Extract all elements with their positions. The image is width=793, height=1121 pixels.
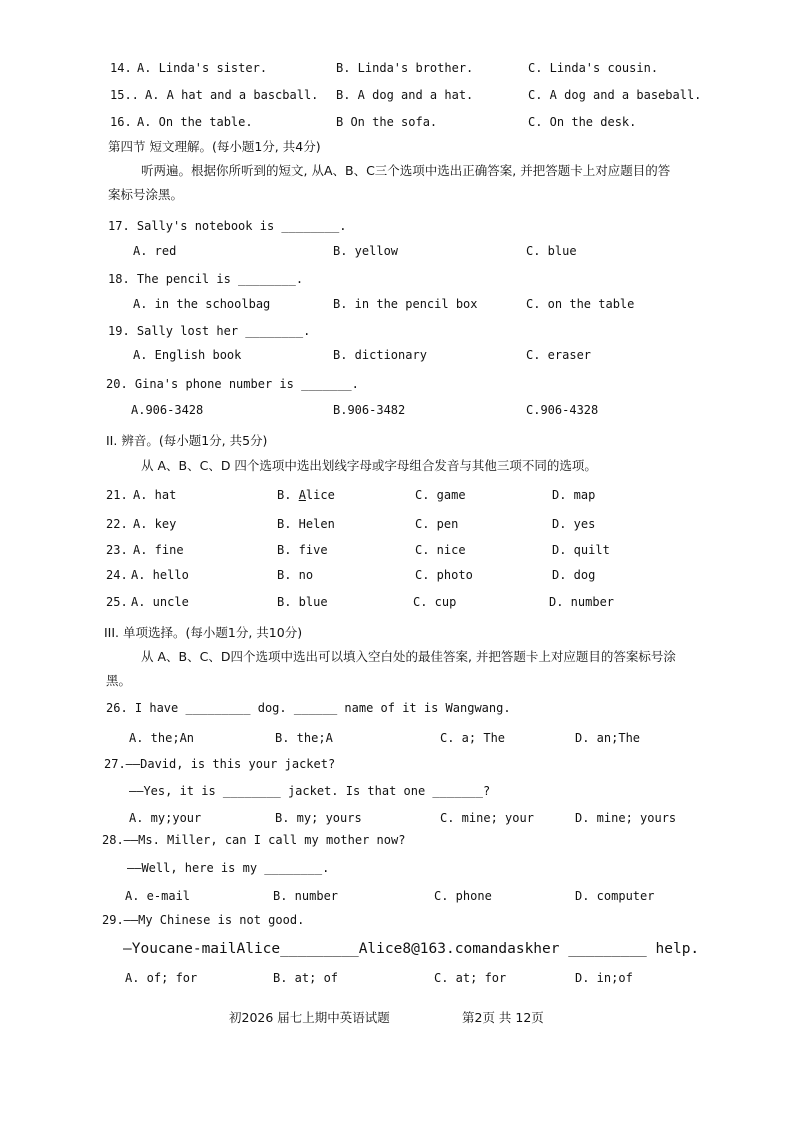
section-4-title: 第四节 短文理解。(每小题1分, 共4分)	[108, 139, 321, 154]
section-3-title: III. 单项选择。(每小题1分, 共10分)	[104, 625, 303, 640]
q14-option-a: A. Linda's sister.	[137, 61, 268, 75]
q16-option-c: C. On the desk.	[528, 115, 637, 129]
section-2-instructions: 从 A、B、C、D 四个选项中选出划线字母或字母组合发音与其他三项不同的选项。	[141, 458, 597, 473]
q15-option-c: C. A dog and a baseball.	[528, 88, 702, 102]
q16-option-a: A. On the table.	[137, 115, 253, 129]
q26-option-c: C. a; The	[440, 731, 506, 745]
q22-option-d: D. yes	[552, 517, 596, 531]
q27-option-b: B. my; yours	[275, 811, 362, 825]
q29-option-b: B. at; of	[273, 971, 339, 985]
q26-stem: 26. I have _________ dog. ______ name of it is Wangwang.	[106, 701, 511, 715]
q28-option-d: D. computer	[575, 889, 655, 903]
section-3-instructions-cont: 黑。	[106, 673, 132, 688]
q23-option-b: B. five	[277, 543, 328, 557]
section-4-instructions: 听两遍。根据你所听到的短文, 从A、B、C三个选项中选出正确答案, 并把答题卡上对应题目的答	[141, 163, 671, 178]
q26-option-a: A. the;An	[129, 731, 195, 745]
q27-line-2: ——Yes, it is ________ jacket. Is that one _______?	[129, 784, 491, 798]
q15-option-a: A. A hat and a bascball.	[145, 88, 319, 102]
q23-option-a: A. fine	[133, 543, 184, 557]
q17-option-c: C. blue	[526, 244, 577, 258]
q17-stem: 17. Sally's notebook is ________.	[108, 219, 347, 233]
q29-option-d: D. in;of	[575, 971, 633, 985]
q27-option-a: A. my;your	[129, 811, 202, 825]
q17-option-b: B. yellow	[333, 244, 399, 258]
q19-stem: 19. Sally lost her ________.	[108, 324, 311, 338]
q21-underlined-letter: A	[298, 488, 306, 502]
q23-option-d: D. quilt	[552, 543, 610, 557]
q28-line-2: ——Well, here is my ________.	[127, 861, 330, 875]
q22-option-c: C. pen	[415, 517, 459, 531]
q24-option-d: D. dog	[552, 568, 596, 582]
q22-option-a: A. key	[133, 517, 177, 531]
q21-option-d: D. map	[552, 488, 596, 502]
q20-stem: 20. Gina's phone number is _______.	[106, 377, 359, 391]
q23-option-c: C. nice	[415, 543, 466, 557]
q21-option-b: B. Alice	[277, 488, 335, 502]
q26-option-b: B. the;A	[275, 731, 333, 745]
section-3-instructions: 从 A、B、C、D四个选项中选出可以填入空白处的最佳答案, 并把答题卡上对应题目的答案标号涂	[141, 649, 676, 664]
q21-option-a: A. hat	[133, 488, 177, 502]
q27-option-d: D. mine; yours	[575, 811, 677, 825]
q16-number: 16.	[110, 115, 132, 129]
q19-option-a: A. English book	[133, 348, 242, 362]
q14-number: 14.	[110, 61, 132, 75]
q22-number: 22.	[106, 517, 128, 531]
q18-option-a: A. in the schoolbag	[133, 297, 271, 311]
q21-number: 21.	[106, 488, 128, 502]
section-4-instructions-cont: 案标号涂黑。	[108, 187, 184, 202]
q15-option-b: B. A dog and a hat.	[336, 88, 474, 102]
q28-line-1: 28.——Ms. Miller, can I call my mother now?	[102, 833, 406, 847]
footer-exam-title: 初2026 届七上期中英语试题	[229, 1010, 390, 1025]
q15-number: 15..	[110, 88, 139, 102]
q22-option-b: B. Helen	[277, 517, 335, 531]
q27-line-1: 27.——David, is this your jacket?	[104, 757, 336, 771]
q25-option-a: A. uncle	[131, 595, 189, 609]
q16-option-b: B On the sofa.	[336, 115, 438, 129]
q29-line-1: 29.——My Chinese is not good.	[102, 913, 305, 927]
q29-option-c: C. at; for	[434, 971, 507, 985]
q20-option-b: B.906-3482	[333, 403, 406, 417]
q20-option-a: A.906-3428	[131, 403, 204, 417]
q27-option-c: C. mine; your	[440, 811, 534, 825]
q20-option-c: C.906-4328	[526, 403, 599, 417]
q14-option-b: B. Linda's brother.	[336, 61, 474, 75]
q18-option-c: C. on the table	[526, 297, 635, 311]
q18-stem: 18. The pencil is ________.	[108, 272, 304, 286]
q29-line-2: —Youcane-mailAlice_________Alice8@163.comandaskher _________ help.	[123, 941, 700, 957]
q28-option-b: B. number	[273, 889, 339, 903]
q25-option-d: D. number	[549, 595, 615, 609]
q25-option-c: C. cup	[413, 595, 457, 609]
q17-option-a: A. red	[133, 244, 177, 258]
q24-number: 24.	[106, 568, 128, 582]
q19-option-c: C. eraser	[526, 348, 592, 362]
q24-option-a: A. hello	[131, 568, 189, 582]
q24-option-b: B. no	[277, 568, 314, 582]
q26-option-d: D. an;The	[575, 731, 641, 745]
q29-option-a: A. of; for	[125, 971, 198, 985]
q19-option-b: B. dictionary	[333, 348, 427, 362]
q28-option-c: C. phone	[434, 889, 492, 903]
footer-page-number: 第2页 共 12页	[462, 1010, 544, 1025]
q23-number: 23.	[106, 543, 128, 557]
q14-option-c: C. Linda's cousin.	[528, 61, 659, 75]
q25-option-b: B. blue	[277, 595, 328, 609]
section-2-title: II. 辨音。(每小题1分, 共5分)	[106, 433, 268, 448]
q24-option-c: C. photo	[415, 568, 473, 582]
q18-option-b: B. in the pencil box	[333, 297, 478, 311]
q21-option-c: C. game	[415, 488, 466, 502]
q25-number: 25.	[106, 595, 128, 609]
q28-option-a: A. e-mail	[125, 889, 191, 903]
